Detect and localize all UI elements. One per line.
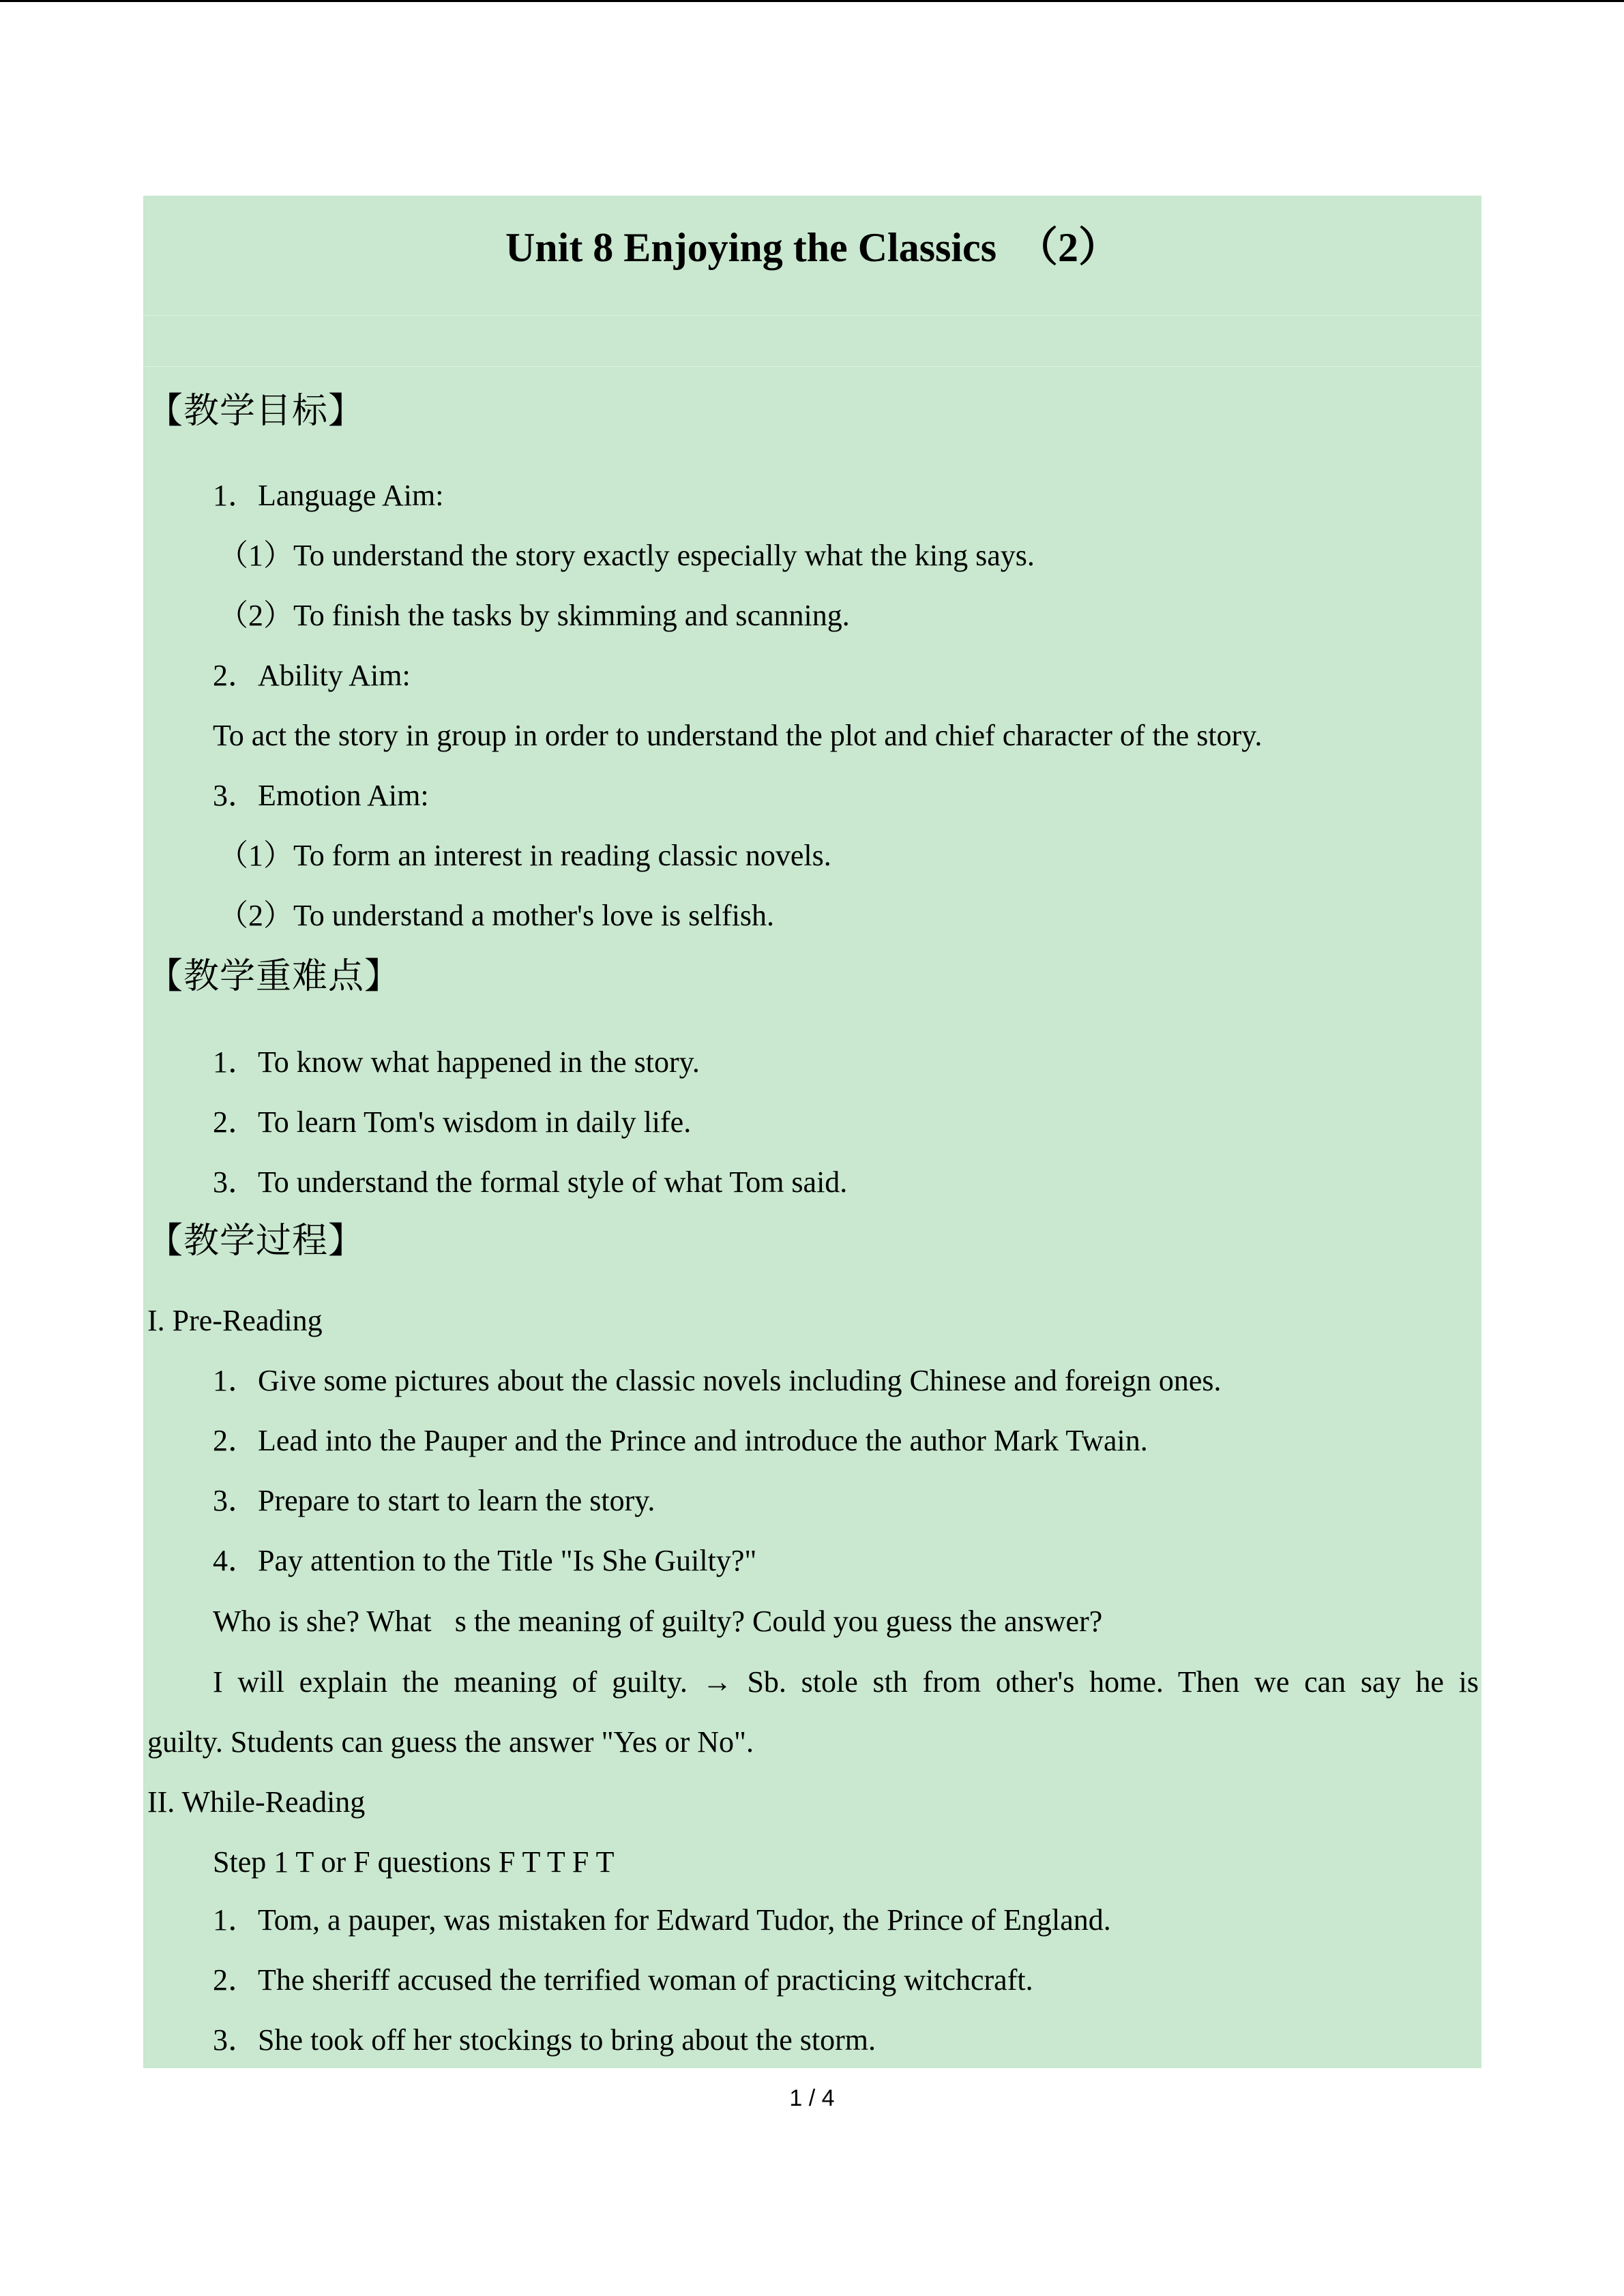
aim-item: （2）To finish the tasks by skimming and scanning. [218, 599, 850, 632]
while-reading-item: 2．The sheriff accused the terrified woman of practicing witchcraft. [213, 1963, 1033, 1997]
page-number: 1 / 4 [789, 2085, 835, 2111]
aim-item: （2）To understand a mother's love is selfish. [218, 899, 775, 932]
pre-reading-item: 4．Pay attention to the Title "Is She Guilty?" [213, 1544, 757, 1577]
aim-item: To act the story in group in order to understand the plot and chief character of the story. [213, 719, 1263, 752]
aim-item: 1．Language Aim: [213, 479, 444, 512]
pre-reading-item: Who is she? What s the meaning of guilty? Could you guess the answer? [213, 1605, 1103, 1638]
aim-item: 3．Emotion Aim: [213, 779, 429, 812]
while-reading-item: Step 1 T or F questions F T T F T [213, 1845, 615, 1879]
aim-item: 2．Ability Aim: [213, 659, 411, 692]
key-point-item: 1．To know what happened in the story. [213, 1045, 700, 1079]
while-reading-heading: II. While-Reading [147, 1785, 366, 1819]
top-border [0, 0, 1624, 2]
teaching-process-heading: 【教学过程】 [147, 1221, 365, 1262]
aim-item: （1）To form an interest in reading classic novels. [218, 839, 831, 872]
pre-reading-item: 1．Give some pictures about the classic novels including Chinese and foreign ones. [213, 1364, 1222, 1397]
document-content [143, 196, 1481, 2068]
key-points-heading: 【教学重难点】 [147, 956, 401, 997]
key-point-item: 2．To learn Tom's wisdom in daily life. [213, 1105, 692, 1139]
pre-reading-item: I will explain the meaning of guilty. → Sb. stole sth from other's home. Then we can say he is [213, 1665, 1479, 1699]
aim-item: （1）To understand the story exactly especially what the king says. [218, 539, 1035, 572]
while-reading-item: 3．She took off her stockings to bring about the storm. [213, 2023, 876, 2057]
divider [143, 315, 1481, 316]
pre-reading-item: 3．Prepare to start to learn the story. [213, 1484, 655, 1517]
divider [143, 366, 1481, 367]
teaching-aims-heading: 【教学目标】 [147, 391, 365, 432]
while-reading-item: 1．Tom, a pauper, was mistaken for Edward Tudor, the Prince of England. [213, 1903, 1111, 1937]
pre-reading-item: guilty. Students can guess the answer "Yes or No". [147, 1725, 754, 1759]
key-point-item: 3．To understand the formal style of what Tom said. [213, 1165, 848, 1199]
pre-reading-heading: I. Pre-Reading [147, 1304, 323, 1337]
pre-reading-item: 2．Lead into the Pauper and the Prince and introduce the author Mark Twain. [213, 1424, 1148, 1457]
document-title: Unit 8 Enjoying the Classics （2） [505, 225, 1120, 270]
